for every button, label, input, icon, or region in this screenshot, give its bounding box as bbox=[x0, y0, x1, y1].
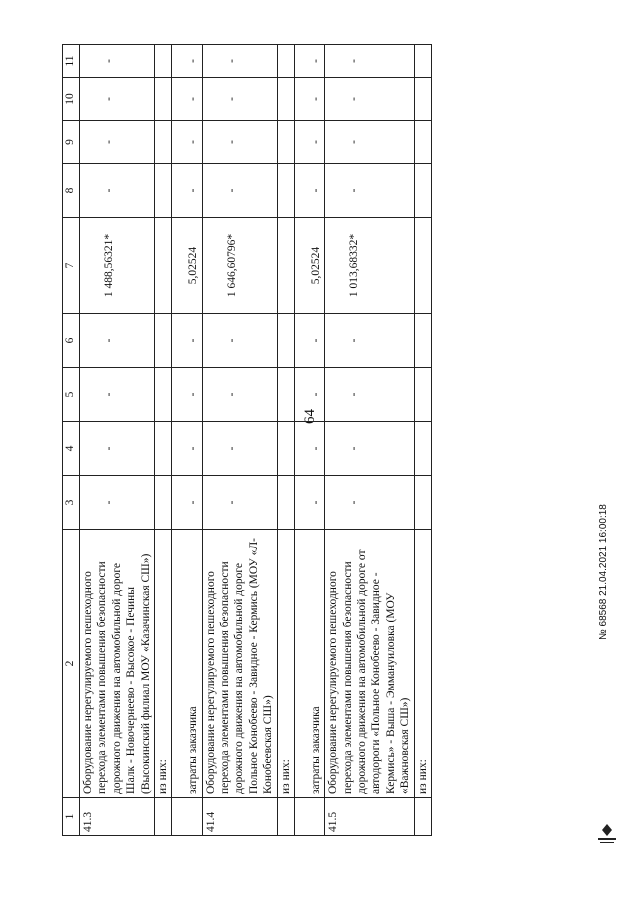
column-header: 1 bbox=[63, 798, 80, 836]
table-row bbox=[202, 45, 277, 836]
row-value: - bbox=[80, 368, 155, 422]
row-value: - bbox=[172, 45, 202, 78]
column-header: 5 bbox=[63, 368, 80, 422]
row-value: - bbox=[172, 476, 202, 530]
row-value: - bbox=[202, 368, 277, 422]
row-value: - bbox=[80, 164, 155, 218]
column-header: 9 bbox=[63, 121, 80, 164]
document-stamp-text: № 68568 21.04.2021 16:00:18 bbox=[598, 504, 609, 640]
row-value bbox=[277, 422, 294, 476]
row-value: - bbox=[202, 164, 277, 218]
table-row bbox=[154, 45, 171, 836]
row-value: 5,02524 bbox=[172, 218, 202, 314]
row-description: из них: bbox=[277, 530, 294, 798]
rotated-table bbox=[62, 45, 592, 836]
row-value: - bbox=[325, 45, 414, 78]
row-value bbox=[277, 218, 294, 314]
row-value: - bbox=[172, 121, 202, 164]
row-number bbox=[172, 798, 202, 836]
row-value: - bbox=[325, 78, 414, 121]
table-row bbox=[294, 45, 324, 836]
row-description: Оборудование нерегулируемого пешеходного перехода элементами повышения безопасности дорожного движения на автомобильной дороге от автодороги «Польное Конобеево - Завидное - Кермись» - Выша - Эммануиловка (МОУ «Важновская СШ») bbox=[325, 530, 414, 798]
row-number bbox=[414, 798, 431, 836]
row-number: 41.5 bbox=[325, 798, 414, 836]
row-number bbox=[294, 798, 324, 836]
stamp-logo bbox=[596, 820, 618, 850]
row-value bbox=[277, 314, 294, 368]
row-value: - bbox=[172, 422, 202, 476]
row-value: - bbox=[325, 368, 414, 422]
row-description: из них: bbox=[414, 530, 431, 798]
row-value: - bbox=[325, 422, 414, 476]
row-value bbox=[414, 121, 431, 164]
row-value: 5,02524 bbox=[294, 218, 324, 314]
row-value: - bbox=[202, 45, 277, 78]
column-header: 6 bbox=[63, 314, 80, 368]
row-value: - bbox=[202, 78, 277, 121]
row-value bbox=[154, 78, 171, 121]
row-value bbox=[277, 45, 294, 78]
row-description: затраты заказчика bbox=[294, 530, 324, 798]
row-value: - bbox=[294, 476, 324, 530]
row-value bbox=[414, 368, 431, 422]
row-value bbox=[414, 164, 431, 218]
row-value bbox=[277, 476, 294, 530]
column-header: 4 bbox=[63, 422, 80, 476]
row-value bbox=[154, 368, 171, 422]
row-value: - bbox=[172, 164, 202, 218]
column-header: 10 bbox=[63, 78, 80, 121]
column-header: 11 bbox=[63, 45, 80, 78]
row-value: - bbox=[294, 314, 324, 368]
row-value bbox=[154, 314, 171, 368]
row-value: - bbox=[202, 121, 277, 164]
row-value: - bbox=[202, 422, 277, 476]
row-description: Оборудование нерегулируемого пешеходного перехода элементами повышения безопасности дорожного движения на автомобильной дороге Шалк - Новочернеево - Высокое - Печины (Высокинский филиал МОУ «Казачинская СШ») bbox=[80, 530, 155, 798]
row-value: 1 646,60796* bbox=[202, 218, 277, 314]
table-container bbox=[62, 45, 592, 836]
row-value: - bbox=[202, 314, 277, 368]
table-row bbox=[277, 45, 294, 836]
table-row bbox=[325, 45, 414, 836]
row-value bbox=[414, 422, 431, 476]
row-value bbox=[277, 121, 294, 164]
row-value: - bbox=[172, 368, 202, 422]
table-row bbox=[172, 45, 202, 836]
row-value: - bbox=[294, 121, 324, 164]
row-value: - bbox=[294, 368, 324, 422]
row-value bbox=[277, 164, 294, 218]
row-value: - bbox=[80, 78, 155, 121]
row-value: - bbox=[294, 164, 324, 218]
row-value bbox=[154, 218, 171, 314]
column-header: 2 bbox=[63, 530, 80, 798]
row-value: 1 488,56321* bbox=[80, 218, 155, 314]
row-value: - bbox=[202, 476, 277, 530]
row-value: - bbox=[80, 476, 155, 530]
table-row bbox=[80, 45, 155, 836]
row-value bbox=[154, 164, 171, 218]
row-value: - bbox=[325, 121, 414, 164]
row-number bbox=[154, 798, 171, 836]
row-value bbox=[414, 45, 431, 78]
page-number: 64 bbox=[302, 409, 318, 424]
row-number: 41.4 bbox=[202, 798, 277, 836]
column-header: 8 bbox=[63, 164, 80, 218]
row-value bbox=[154, 45, 171, 78]
row-value: - bbox=[325, 314, 414, 368]
column-header: 7 bbox=[63, 218, 80, 314]
row-value: - bbox=[294, 45, 324, 78]
column-header: 3 bbox=[63, 476, 80, 530]
row-value: 1 013,68332* bbox=[325, 218, 414, 314]
row-value: - bbox=[294, 422, 324, 476]
row-value bbox=[414, 78, 431, 121]
row-value: - bbox=[325, 476, 414, 530]
row-description: из них: bbox=[154, 530, 171, 798]
budget-table bbox=[62, 44, 432, 836]
row-value: - bbox=[80, 422, 155, 476]
row-value bbox=[414, 218, 431, 314]
row-value: - bbox=[294, 78, 324, 121]
row-value: - bbox=[80, 45, 155, 78]
row-value: - bbox=[172, 314, 202, 368]
row-number: 41.3 bbox=[80, 798, 155, 836]
row-description: затраты заказчика bbox=[172, 530, 202, 798]
row-value: - bbox=[325, 164, 414, 218]
row-value bbox=[277, 368, 294, 422]
table-body bbox=[80, 45, 432, 836]
table-row bbox=[414, 45, 431, 836]
row-value bbox=[277, 78, 294, 121]
row-value bbox=[154, 121, 171, 164]
row-number bbox=[277, 798, 294, 836]
row-value bbox=[154, 422, 171, 476]
row-value bbox=[414, 476, 431, 530]
row-value: - bbox=[80, 314, 155, 368]
row-value bbox=[414, 314, 431, 368]
row-description: Оборудование нерегулируемого пешеходного перехода элементами повышения безопасности дорожного движения на автомобильной дороге Польное Конобеево - Завидное - Кермись (МОУ «Л-Конобеевская СШ») bbox=[202, 530, 277, 798]
header-row bbox=[63, 45, 80, 836]
row-value: - bbox=[172, 78, 202, 121]
row-value bbox=[154, 476, 171, 530]
row-value: - bbox=[80, 121, 155, 164]
